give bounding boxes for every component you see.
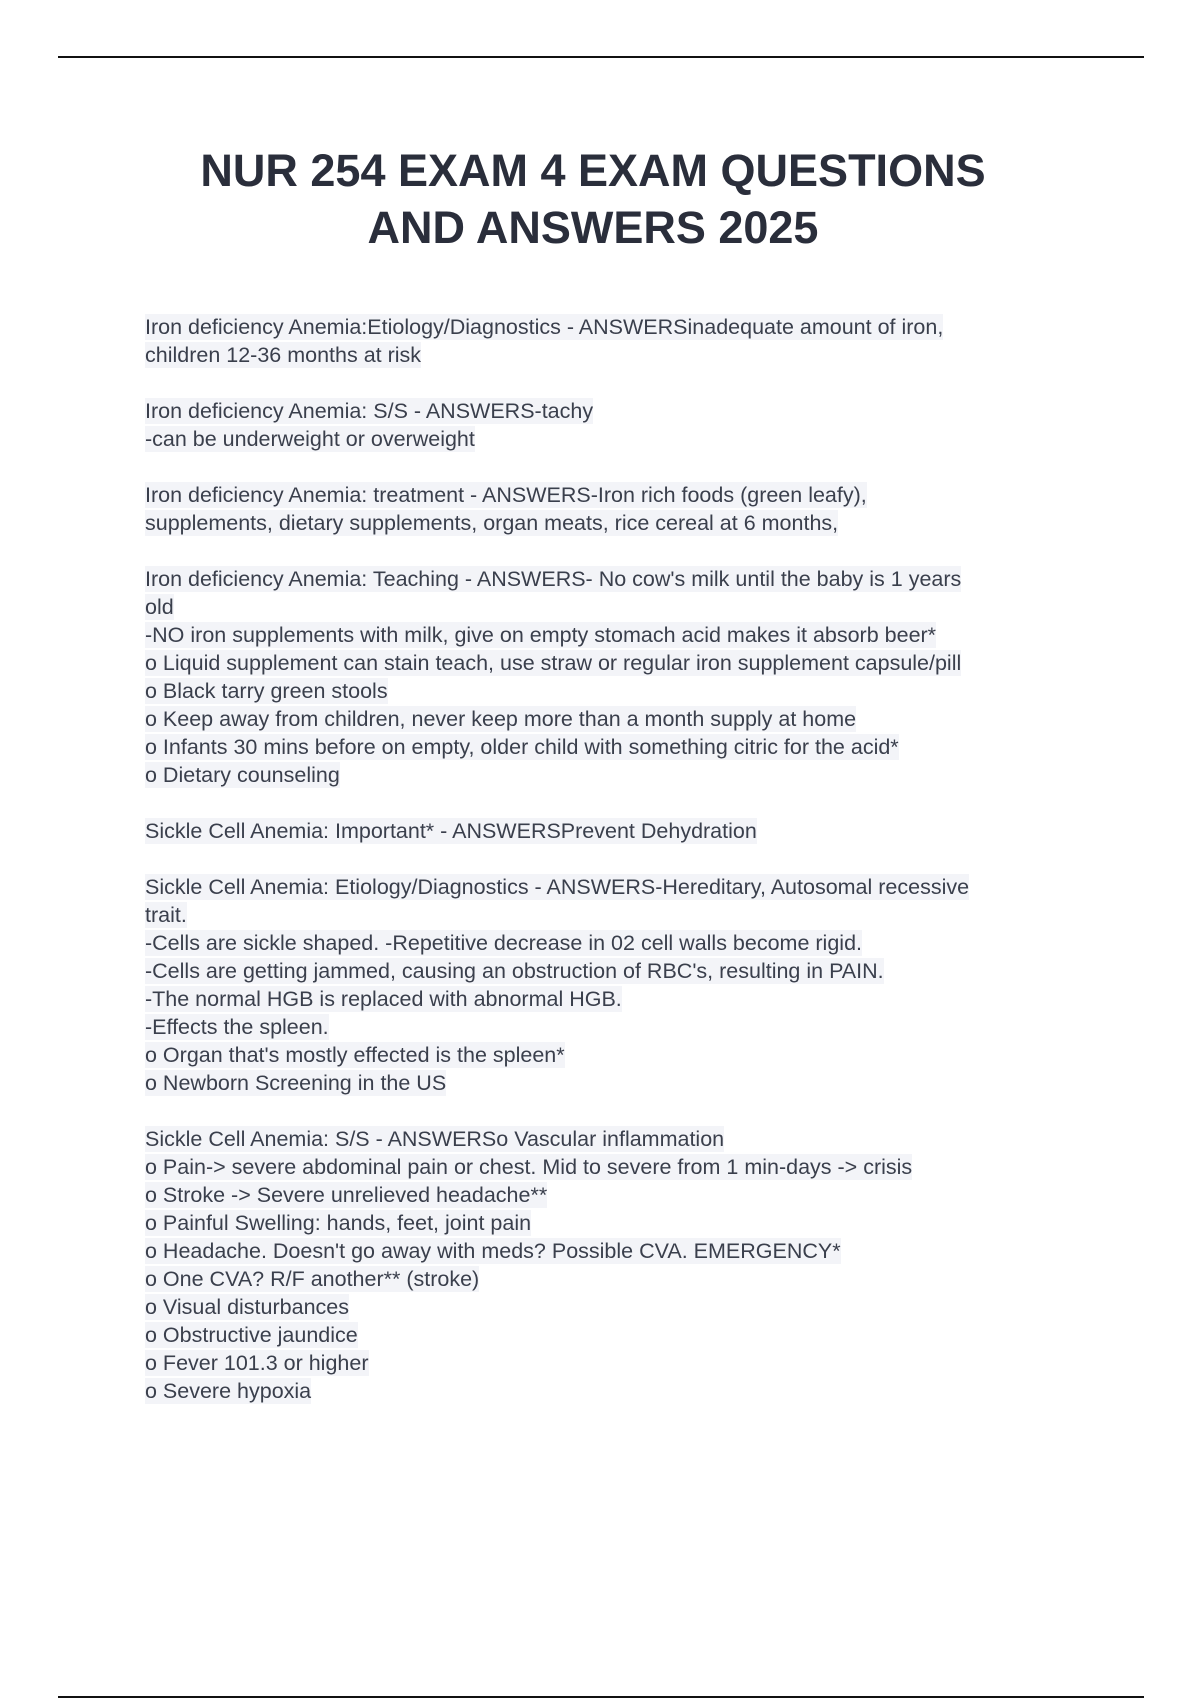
qa-line: o Severe hypoxia [145,1379,312,1403]
qa-line: o Infants 30 mins before on empty, older child with something citric for the acid* [145,735,899,759]
qa-line: old [145,595,174,619]
qa-line: Iron deficiency Anemia: S/S - ANSWERS-tachy [145,399,594,423]
qa-line: o Fever 101.3 or higher [145,1351,369,1375]
qa-line: Sickle Cell Anemia: Important* - ANSWERSPrevent Dehydration [145,819,757,843]
qa-line: Iron deficiency Anemia:Etiology/Diagnostics - ANSWERSinadequate amount of iron, [145,315,944,339]
qa-line: -Cells are sickle shaped. -Repetitive decrease in 02 cell walls become rigid. [145,931,862,955]
qa-line: Iron deficiency Anemia: Teaching - ANSWERS- No cow's milk until the baby is 1 years [145,567,962,591]
qa-line: -Cells are getting jammed, causing an obstruction of RBC's, resulting in PAIN. [145,959,884,983]
qa-line: Sickle Cell Anemia: S/S - ANSWERSo Vascular inflammation [145,1127,725,1151]
title-line: NUR 254 EXAM 4 EXAM QUESTIONS [200,145,986,196]
qa-list [145,313,1085,1433]
qa-line: o Dietary counseling [145,763,340,787]
qa-line: o Visual disturbances [145,1295,349,1319]
qa-line: o Headache. Doesn't go away with meds? Possible CVA. EMERGENCY* [145,1239,841,1263]
qa-entry [145,817,1085,845]
qa-line: o Stroke -> Severe unrelieved headache** [145,1183,548,1207]
qa-line: Sickle Cell Anemia: Etiology/Diagnostics - ANSWERS-Hereditary, Autosomal recessive [145,875,970,899]
qa-line: supplements, dietary supplements, organ meats, rice cereal at 6 months, [145,511,839,535]
qa-line: o One CVA? R/F another** (stroke) [145,1267,480,1291]
qa-line: o Keep away from children, never keep more than a month supply at home [145,707,857,731]
qa-entry [145,1125,1085,1405]
bottom-divider [58,1696,1144,1698]
qa-entry [145,397,1085,453]
qa-line: o Obstructive jaundice [145,1323,358,1347]
qa-entry [145,481,1085,537]
qa-line: Iron deficiency Anemia: treatment - ANSWERS-Iron rich foods (green leafy), [145,483,867,507]
qa-entry [145,873,1085,1097]
qa-line: trait. [145,903,187,927]
qa-line: o Painful Swelling: hands, feet, joint pain [145,1211,532,1235]
qa-entry [145,565,1085,789]
qa-line: -Effects the spleen. [145,1015,329,1039]
qa-line: o Organ that's mostly effected is the spleen* [145,1043,565,1067]
document-title [120,142,1066,256]
qa-line: o Black tarry green stools [145,679,388,703]
top-divider [58,56,1144,58]
qa-line: o Newborn Screening in the US [145,1071,447,1095]
qa-line: -NO iron supplements with milk, give on empty stomach acid makes it absorb beer* [145,623,937,647]
qa-line: o Liquid supplement can stain teach, use straw or regular iron supplement capsule/pill [145,651,962,675]
qa-line: -The normal HGB is replaced with abnormal HGB. [145,987,622,1011]
qa-line: o Pain-> severe abdominal pain or chest. Mid to severe from 1 min-days -> crisis [145,1155,913,1179]
qa-line: -can be underweight or overweight [145,427,475,451]
qa-line: children 12-36 months at risk [145,343,422,367]
title-line: AND ANSWERS 2025 [367,202,819,253]
qa-entry [145,313,1085,369]
